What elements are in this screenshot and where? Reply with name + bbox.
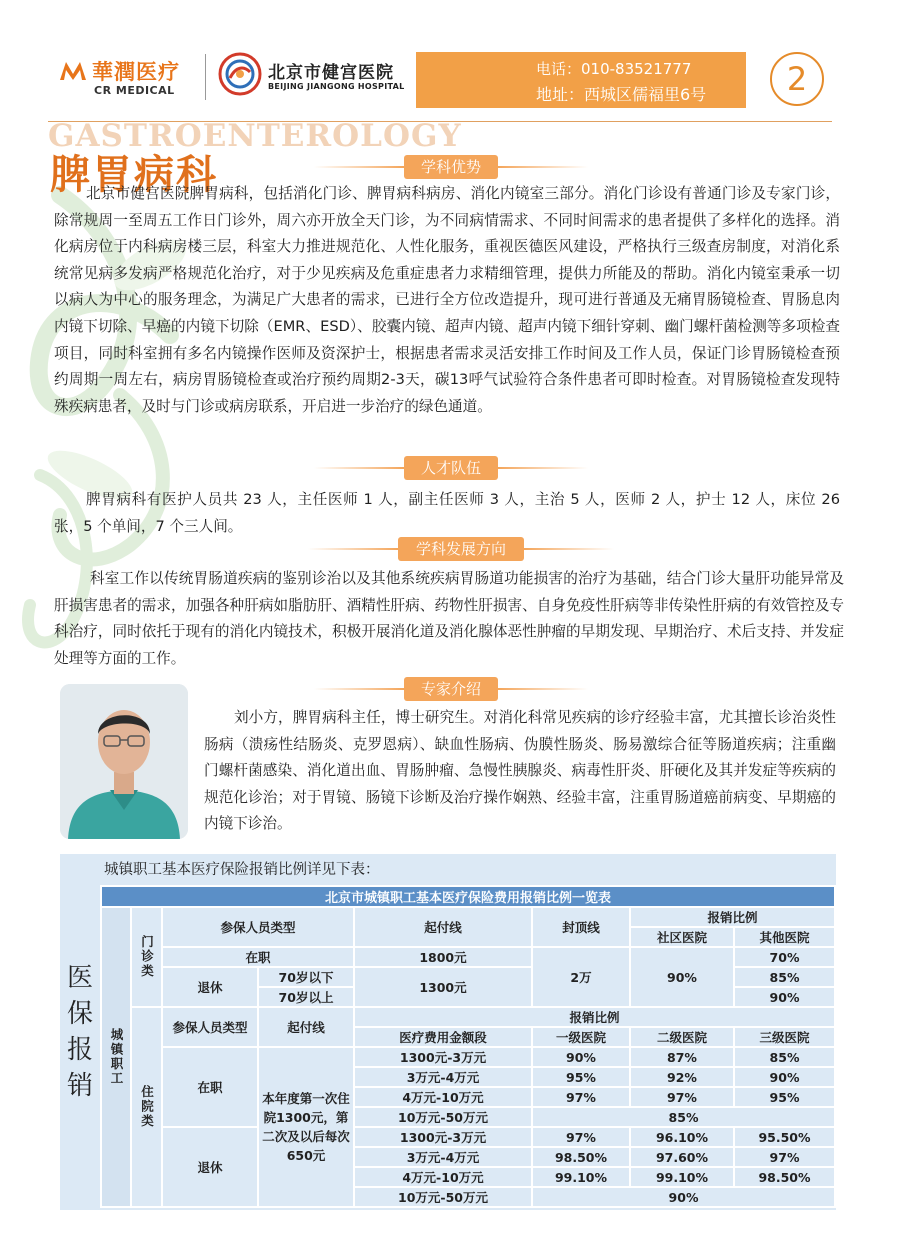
ip-ret-l3: 97% [734,1147,835,1167]
ip-ret-l2: 97.60% [630,1147,734,1167]
op-age-under70: 70岁以下 [258,967,354,987]
ip-ret-l1: 97% [532,1127,630,1147]
op-deductible-retired: 1300元 [354,967,532,1007]
expert-photo [60,684,188,839]
ip-emp-l2: 92% [630,1067,734,1087]
ip-emp-top-all: 85% [532,1107,835,1127]
op-age-over70: 70岁以上 [258,987,354,1007]
op-header-community: 社区医院 [630,927,734,947]
department-english-title: GASTROENTEROLOGY [48,118,462,154]
cr-logo-text: 華潤医疗 [92,59,180,84]
op-header-ratio: 报销比例 [630,907,835,927]
outpatient-label-cell [131,907,162,1007]
ip-emp-range: 1300元-3万元 [354,1047,532,1067]
ip-header-amount: 医疗费用金额段 [354,1027,532,1047]
ip-deductible [258,1047,354,1207]
tag-advantages: 学科优势 [404,155,498,179]
ip-emp-l1: 95% [532,1067,630,1087]
op-other-employed: 70% [734,947,835,967]
hospital-name: 北京市健宫医院 [268,63,394,83]
op-header-type: 参保人员类型 [162,907,354,947]
op-deductible-employed: 1800元 [354,947,532,967]
group-label-cell [101,907,131,1207]
hospital-logo [218,50,408,104]
ip-ret-range: 3万元-4万元 [354,1147,532,1167]
ip-ret-l3: 95.50% [734,1127,835,1147]
expert-text: 刘小方，脾胃病科主任，博士研究生。对消化科常见疾病的诊疗经验丰富，尤其擅长诊治炎性肠病（溃疡性结肠炎、克罗恩病）、缺血性肠病、伪膜性肠炎、肠易激综合征等肠道疾病；注重幽门螺杆菌感染、消化道出血、胃肠肿瘤、急慢性胰腺炎、病毒性肝炎、肝硬化及其并发症等疾病的规范化诊治；对于胃镜、肠镜下诊断及治疗操作娴熟、经验丰富，注重胃肠道癌前病变、早期癌的内镜下诊治。 [204,709,836,833]
direction-text: 科室工作以传统胃肠道疾病的鉴别诊治以及其他系统疾病胃肠道功能损害的治疗为基础，结合门诊大量肝功能异常及肝损害患者的需求，加强各种肝病如脂肪肝、酒精性肝病、药物性肝损害、自身免疫性肝病等非传染性肝病的有效管控及专科治疗，同时依托于现有的消化内镜技术，积极开展消化道及消化腺体恶性肿瘤的早期发现、早期治疗、术后支持、并发症处理等方面的工作。 [54,570,844,667]
page-number: 2 [770,52,824,106]
ip-retired: 退休 [162,1127,258,1207]
ip-deductible-text: 本年度第一次住院1300元，第二次及以后每次650元 [262,1091,350,1163]
op-other-under70: 85% [734,967,835,987]
ip-ret-range: 4万元-10万元 [354,1167,532,1187]
insurance-intro: 城镇职工基本医疗保险报销比例详见下表： [104,862,380,878]
op-header-deductible: 起付线 [354,907,532,947]
ip-emp-l2: 87% [630,1047,734,1067]
ip-emp-l3: 85% [734,1047,835,1067]
ip-emp-l2: 97% [630,1087,734,1107]
op-cap: 2万 [532,947,630,1007]
ip-ret-l1: 98.50% [532,1147,630,1167]
table-title: 北京市城镇职工基本医疗保险费用报销比例一览表 [101,886,835,907]
op-header-other: 其他医院 [734,927,835,947]
ip-ret-l2: 99.10% [630,1167,734,1187]
tag-expert: 专家介绍 [404,677,498,701]
hospital-seal-icon [218,52,262,96]
ip-emp-range: 4万元-10万元 [354,1087,532,1107]
hospital-name-en: BEIJING JIANGONG HOSPITAL [268,82,405,91]
ip-header-ratio: 报销比例 [354,1007,835,1027]
ip-header-type: 参保人员类型 [162,1007,258,1047]
doctor-portrait-icon [60,684,188,839]
ip-ret-l1: 99.10% [532,1167,630,1187]
op-community-ratio: 90% [630,947,734,1007]
outpatient-label: 门诊类 [139,935,155,979]
op-retired: 退休 [162,967,258,1007]
ip-emp-l3: 90% [734,1067,835,1087]
ip-employed: 在职 [162,1047,258,1127]
cr-medical-logo [58,52,193,104]
op-other-over70: 90% [734,987,835,1007]
tag-direction: 学科发展方向 [398,537,524,561]
ip-header-level2: 二级医院 [630,1027,734,1047]
phone-text: 电话：010-83521777 [536,60,692,78]
ip-header-level1: 一级医院 [532,1027,630,1047]
inpatient-label-cell [131,1007,162,1207]
ip-emp-l1: 97% [532,1087,630,1107]
cr-logo-icon [58,56,88,82]
ip-ret-top-all: 90% [532,1187,835,1207]
address-text: 地址：西城区儒福里6号 [536,85,707,104]
ip-header-deductible: 起付线 [258,1007,354,1047]
op-header-cap: 封顶线 [532,907,630,947]
ip-ret-l2: 96.10% [630,1127,734,1147]
ip-emp-l1: 90% [532,1047,630,1067]
ip-emp-l3: 95% [734,1087,835,1107]
advantages-text: 北京市健宫医院脾胃病科，包括消化门诊、脾胃病科病房、消化内镜室三部分。消化门诊设有普通门诊及专家门诊，除常规周一至周五工作日门诊外，周六亦开放全天门诊，为不同病情需求、不同时间需求的患者提供了多样化的选择。消化病房位于内科病房楼三层，科室大力推进规范化、人性化服务，重视医德医风建设，严格执行三级查房制度，对消化系统常见病多发病严格规范化治疗，对于少见疾病及危重症患者力求精细管理，提供力所能及的帮助。消化内镜室秉承一切以病人为中心的服务理念，为满足广大患者的需求，已进行全方位改造提升，现可进行普通及无痛胃肠镜检查、胃肠息肉内镜下切除、早癌的内镜下切除（EMR、ESD）、胶囊内镜、超声内镜、超声内镜下细针穿刺、幽门螺杆菌检测等多项检查项目，同时科室拥有多名内镜操作医师及资深护士，根据患者需求灵活安排工作时间及工作人员，保证门诊胃肠镜检查预约周期一周左右，病房胃肠镜检查或治疗预约周期2-3天，碳13呼气试验符合条件患者可即时检查。对胃肠镜检查发现特殊疾病患者，及时与门诊或病房联系，开启进一步治疗的绿色通道。 [54,185,840,415]
insurance-side-label: 医保报销 [66,963,93,1101]
insurance-table [100,885,836,1208]
header-divider [205,54,206,100]
op-employed: 在职 [162,947,354,967]
group-label: 城镇职工 [109,1028,124,1086]
contact-box [416,52,746,108]
ip-ret-top-range: 10万元-50万元 [354,1187,532,1207]
ip-emp-top-range: 10万元-50万元 [354,1107,532,1127]
ip-header-level3: 三级医院 [734,1027,835,1047]
team-text: 脾胃病科有医护人员共 23 人，主任医师 1 人，副主任医师 3 人，主治 5 人，医师 2 人，护士 12 人，床位 26 张，5 个单间，7 个三人间。 [54,491,840,535]
cr-logo-en: CR MEDICAL [94,84,175,97]
ip-ret-range: 1300元-3万元 [354,1127,532,1147]
inpatient-label: 住院类 [139,1085,155,1129]
tag-team: 人才队伍 [404,456,498,480]
ip-ret-l3: 98.50% [734,1167,835,1187]
department-title: 脾胃病科 [50,151,218,198]
ip-emp-range: 3万元-4万元 [354,1067,532,1087]
